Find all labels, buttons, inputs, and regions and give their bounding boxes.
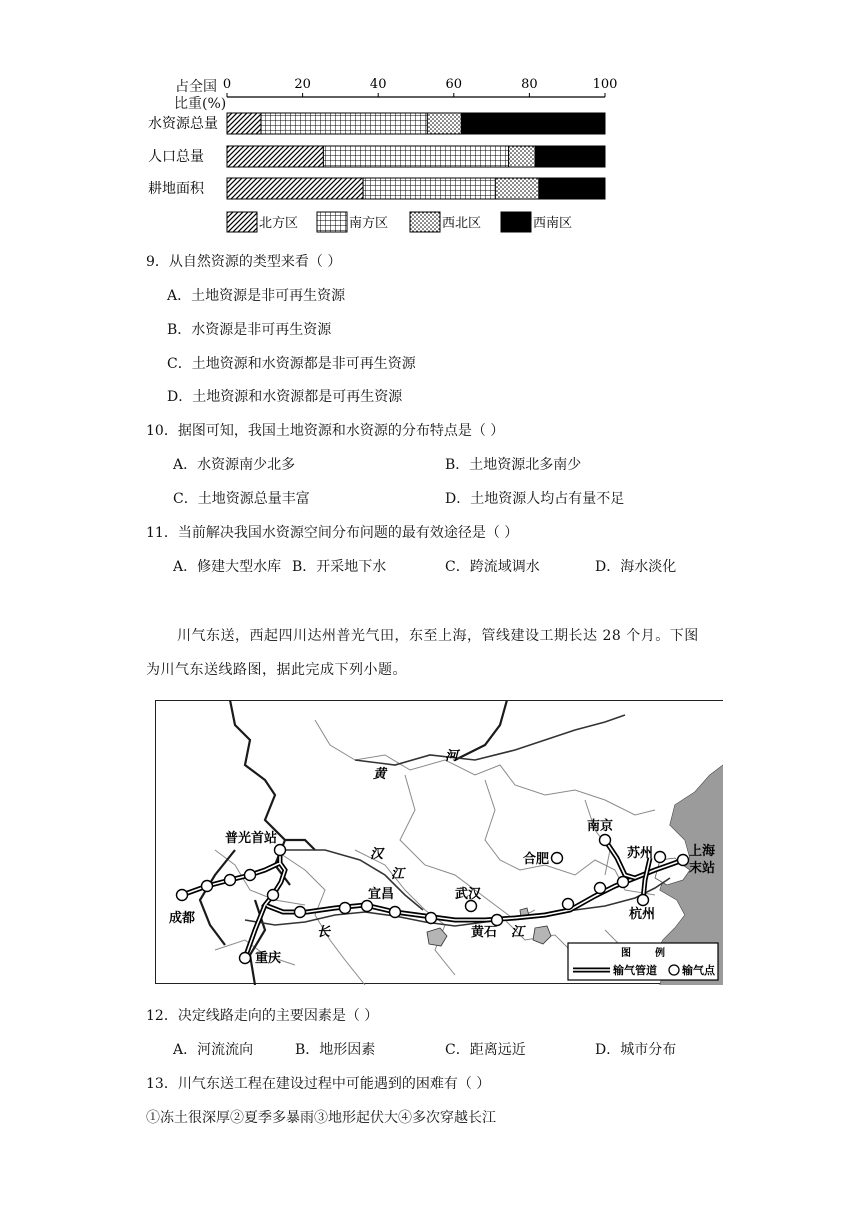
chart-tick-label: 60 [445, 77, 463, 92]
chart-bar-segment [261, 113, 427, 134]
station [426, 913, 437, 924]
question-9-option-d[interactable]: D．土地资源和水资源都是可再生资源 [167, 389, 403, 405]
chart-tick-label: 40 [369, 77, 387, 92]
chart-ylabel-line2: 比重(%) [174, 96, 227, 112]
question-11-option-c[interactable]: C．跨流域调水 [445, 559, 540, 575]
label-hangzhou: 杭州 [629, 907, 656, 922]
chart-bar-segment [363, 178, 495, 199]
legend-title-2: 例 [655, 948, 665, 959]
chart-legend-label: 南方区 [349, 216, 389, 231]
question-12-stem: 12．决定线路走向的主要因素是（ ） [146, 1008, 379, 1024]
station [618, 877, 629, 888]
chart-legend-swatch [227, 212, 257, 232]
question-12-option-a[interactable]: A．河流流向 [173, 1042, 254, 1058]
station-shanghai [678, 855, 689, 866]
station [492, 915, 503, 926]
resource-bar-chart [140, 70, 620, 240]
label-jiang-2: 江 [511, 925, 525, 940]
chart-tick-label: 100 [592, 77, 618, 92]
chart-bar-segment [461, 113, 605, 134]
chart-legend-swatch [410, 212, 440, 232]
chart-plot [140, 70, 620, 240]
station-nanjing [600, 835, 611, 846]
station-chengdu [177, 890, 188, 901]
station [245, 870, 256, 881]
label-wuhan: 武汉 [455, 887, 482, 902]
passage-line-1: 川气东送，西起四川达州普光气田，东至上海，管线建设工期长达 28 个月。下图 [177, 628, 699, 644]
station-suzhou [655, 852, 666, 863]
chart-bar-segment [323, 146, 508, 167]
label-yichang: 宜昌 [368, 887, 395, 902]
station-puguang [275, 845, 286, 856]
question-12-option-c[interactable]: C．距离远近 [445, 1042, 526, 1058]
question-10-option-c[interactable]: C．土地资源总量丰富 [173, 491, 310, 507]
label-huang: 黄 [373, 767, 387, 782]
chart-legend-swatch [501, 212, 531, 232]
chart-category-label: 水资源总量 [148, 116, 218, 132]
station [268, 890, 279, 901]
station-hefei [552, 853, 563, 864]
chart-tick-label: 20 [294, 77, 311, 92]
label-puguang: 普光首站 [225, 831, 278, 846]
question-13-stem: 13．川气东送工程在建设过程中可能遇到的困难有（ ） [146, 1076, 491, 1092]
chart-bar-segment [539, 178, 605, 199]
chart-legend-label: 北方区 [259, 216, 299, 231]
chart-category-label: 耕地面积 [148, 181, 204, 197]
legend-pipeline: 输气管道 [613, 964, 657, 977]
label-han: 汉 [370, 847, 384, 862]
question-13-items: ①冻土很深厚②夏季多暴雨③地形起伏大④多次穿越长江 [146, 1110, 496, 1126]
chart-ylabel-line1: 占全国 [175, 79, 217, 95]
label-chongqing: 重庆 [255, 951, 282, 966]
label-suzhou: 苏州 [627, 846, 654, 861]
question-10-option-d[interactable]: D．土地资源人均占有量不足 [445, 491, 625, 507]
station [225, 875, 236, 886]
question-11-option-a[interactable]: A．修建大型水库 [173, 559, 282, 575]
label-shanghai-2: 末站 [689, 861, 716, 876]
chart-bar-segment [227, 146, 323, 167]
question-11-option-d[interactable]: D．海水淡化 [595, 559, 677, 575]
label-shanghai-1: 上海 [689, 844, 716, 859]
chart-bar-segment [427, 113, 461, 134]
question-11-stem: 11．当前解决我国水资源空间分布问题的最有效途径是（ ） [146, 525, 519, 541]
map-legend [568, 943, 718, 980]
chart-bar-segment [227, 178, 363, 199]
label-chang: 长 [317, 925, 331, 940]
station-wuhan [466, 901, 477, 912]
legend-station: 输气点 [682, 964, 715, 977]
question-12-option-b[interactable]: B．地形因素 [295, 1042, 376, 1058]
question-11-option-b[interactable]: B．开采地下水 [292, 559, 387, 575]
question-10-stem: 10．据图可知，我国土地资源和水资源的分布特点是（ ） [146, 423, 505, 439]
station [595, 883, 606, 894]
question-10-option-b[interactable]: B．土地资源北多南少 [445, 457, 582, 473]
passage-line-2: 为川气东送线路图，据此完成下列小题。 [146, 662, 407, 678]
station [563, 899, 574, 910]
question-9-option-a[interactable]: A．土地资源是非可再生资源 [167, 288, 346, 304]
station [340, 903, 351, 914]
label-chengdu: 成都 [169, 911, 196, 926]
chart-bar-segment [509, 146, 535, 167]
question-9-option-c[interactable]: C．土地资源和水资源都是非可再生资源 [167, 356, 416, 372]
chart-tick-label: 0 [222, 77, 232, 92]
label-huangshi: 黄石 [471, 925, 498, 940]
station-chongqing [240, 953, 251, 964]
chart-bar-segment [495, 178, 538, 199]
question-12-option-d[interactable]: D．城市分布 [595, 1042, 677, 1058]
legend-title-1: 图 [621, 948, 631, 959]
question-9-stem: 9．从自然资源的类型来看（ ） [146, 254, 342, 270]
question-9-option-b[interactable]: B．水资源是非可再生资源 [167, 322, 332, 338]
question-10-option-a[interactable]: A．水资源南少北多 [173, 457, 296, 473]
station [295, 907, 306, 918]
station [390, 907, 401, 918]
chart-bar-segment [535, 146, 605, 167]
station [362, 901, 373, 912]
chart-tick-label: 80 [521, 77, 538, 92]
chart-category-label: 人口总量 [148, 149, 204, 165]
chart-legend-label: 西北区 [442, 216, 482, 231]
station [202, 881, 213, 892]
label-hefei: 合肥 [523, 852, 550, 867]
label-jiang-1: 江 [391, 867, 405, 882]
pipeline-route-map [155, 700, 725, 985]
chart-legend-swatch [317, 212, 347, 232]
label-he: 河 [445, 749, 459, 764]
station-hangzhou [638, 895, 649, 906]
label-nanjing: 南京 [587, 819, 614, 834]
chart-legend-label: 西南区 [533, 216, 573, 231]
chart-bar-segment [227, 113, 261, 134]
